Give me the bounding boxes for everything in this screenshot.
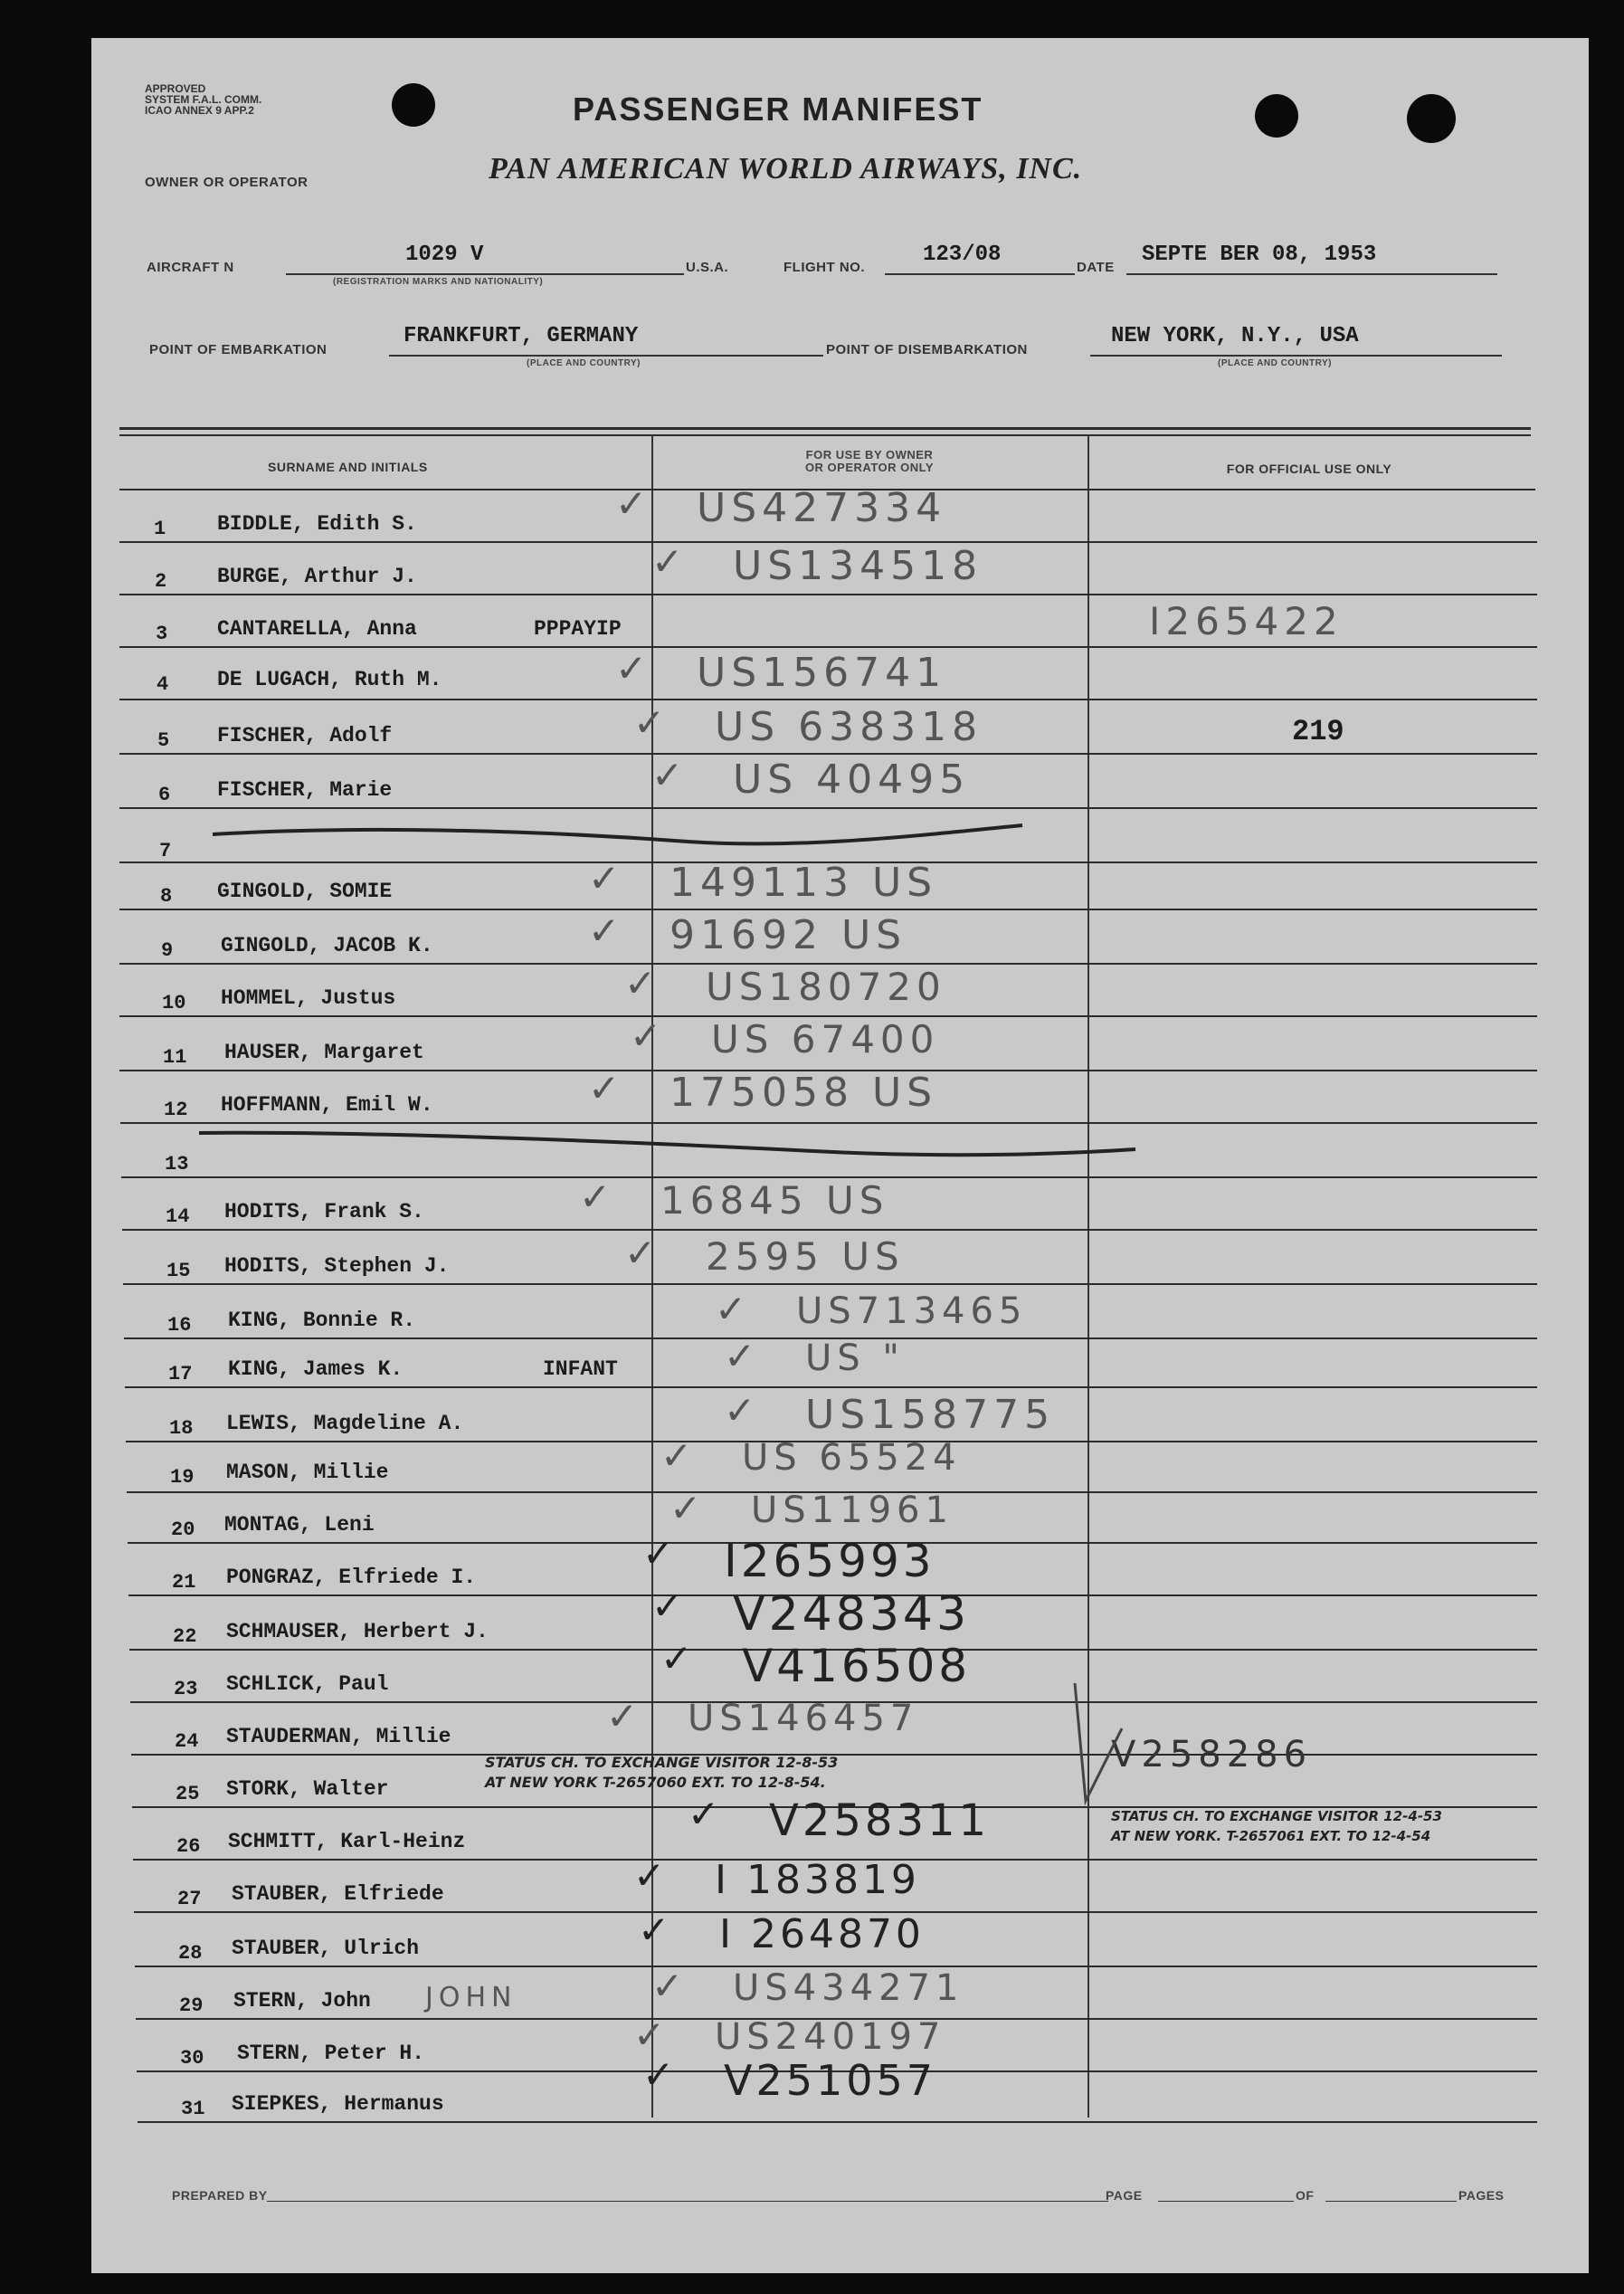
- row-number: 7: [159, 840, 172, 862]
- row-number: 31: [181, 2098, 205, 2120]
- check-mark-icon: ✓: [588, 1066, 626, 1110]
- check-mark-icon: ✓: [633, 2013, 671, 2057]
- row-number: 3: [156, 623, 168, 645]
- column-header-official-use: FOR OFFICIAL USE ONLY: [1226, 462, 1392, 476]
- passenger-name: SCHLICK, Paul: [226, 1672, 389, 1696]
- row-number: 19: [170, 1466, 195, 1489]
- check-mark-icon: ✓: [588, 856, 626, 900]
- passenger-name: HAUSER, Margaret: [224, 1041, 424, 1064]
- page-title: PASSENGER MANIFEST: [573, 90, 983, 128]
- passenger-note: JOHN: [425, 1982, 518, 2013]
- disembarkation-value: NEW YORK, N.Y., USA: [1111, 324, 1359, 348]
- row-number: 11: [163, 1046, 187, 1069]
- passport-number: V416508: [742, 1640, 972, 1692]
- passport-number: US240197: [715, 2016, 946, 2058]
- row-number: 15: [166, 1260, 191, 1282]
- column-header-surname: SURNAME AND INITIALS: [268, 460, 428, 474]
- passport-number: 16845 US: [660, 1178, 889, 1223]
- passport-number: US134518: [733, 543, 983, 589]
- passport-number: I 264870: [719, 1911, 925, 1957]
- official-entry: 219: [1292, 715, 1344, 748]
- row-number: 9: [161, 939, 174, 962]
- passport-number: US 65524: [742, 1437, 962, 1479]
- passport-number: US ": [805, 1337, 905, 1379]
- passport-number: V248343: [733, 1587, 971, 1642]
- row-number: 10: [162, 992, 186, 1014]
- embarkation-caption: (PLACE AND COUNTRY): [527, 358, 641, 368]
- row-number: 20: [171, 1518, 195, 1541]
- row-number: 13: [165, 1153, 189, 1176]
- passenger-name: HOMMEL, Justus: [221, 986, 396, 1010]
- check-mark-icon: ✓: [624, 1231, 662, 1275]
- airline-name: PAN AMERICAN WORLD AIRWAYS, INC.: [489, 152, 1083, 186]
- strike-line-row-7: [213, 825, 1022, 843]
- aircraft-caption: (REGISTRATION MARKS AND NATIONALITY): [333, 277, 544, 287]
- passenger-name: HODITS, Frank S.: [224, 1200, 424, 1223]
- flight-value: 123/08: [923, 243, 1002, 267]
- passport-number: US 40495: [733, 757, 971, 803]
- check-mark-icon: ✓: [624, 961, 662, 1005]
- check-mark-icon: ✓: [715, 1287, 753, 1331]
- passenger-name: STERN, John: [233, 1989, 371, 2013]
- row-number: 16: [167, 1314, 192, 1337]
- passenger-name: MONTAG, Leni: [224, 1513, 375, 1537]
- passenger-name: LEWIS, Magdeline A.: [226, 1412, 464, 1435]
- check-mark-icon: ✓: [615, 646, 653, 690]
- passenger-name: STAUDERMAN, Millie: [226, 1725, 451, 1748]
- disembarkation-caption: (PLACE AND COUNTRY): [1218, 358, 1332, 368]
- passport-number: V258311: [769, 1795, 991, 1846]
- check-mark-icon: ✓: [660, 1636, 698, 1680]
- official-entry: V258286: [1111, 1734, 1313, 1775]
- passenger-name: SIEPKES, Hermanus: [232, 2092, 444, 2116]
- passport-number: US 638318: [715, 704, 983, 750]
- date-value: SEPTE BER 08, 1953: [1142, 243, 1377, 267]
- passport-number: 175058 US: [670, 1070, 938, 1116]
- row-number: 29: [179, 1994, 204, 2017]
- passport-number: US 67400: [711, 1017, 940, 1061]
- check-mark-icon: ✓: [660, 1433, 698, 1478]
- passenger-name: KING, Bonnie R.: [228, 1309, 416, 1332]
- check-mark-icon: ✓: [651, 1584, 689, 1628]
- check-mark-icon: ✓: [579, 1175, 617, 1219]
- row-number: 1: [154, 518, 166, 540]
- check-mark-icon: ✓: [606, 1694, 644, 1738]
- check-mark-icon: ✓: [630, 1014, 668, 1058]
- row-number: 4: [157, 673, 169, 696]
- passenger-name: STAUBER, Ulrich: [232, 1937, 420, 1960]
- passenger-name: GINGOLD, JACOB K.: [221, 934, 433, 957]
- passenger-name: FISCHER, Adolf: [217, 724, 393, 747]
- passport-number: 91692 US: [670, 912, 907, 958]
- passenger-name: GINGOLD, SOMIE: [217, 880, 393, 903]
- passenger-name: PONGRAZ, Elfriede I.: [226, 1566, 477, 1589]
- row-number: 14: [166, 1205, 190, 1228]
- passport-number: US156741: [697, 650, 947, 696]
- check-mark-icon: ✓: [688, 1792, 726, 1836]
- check-mark-icon: ✓: [724, 1388, 762, 1433]
- passenger-note: PPPAYIP: [534, 617, 622, 641]
- passport-number: V251057: [724, 2056, 937, 2105]
- check-mark-icon: ✓: [724, 1334, 762, 1378]
- row-number: 5: [157, 729, 170, 752]
- passport-number: US180720: [706, 965, 946, 1009]
- passport-number: US427334: [697, 485, 947, 531]
- row-number: 21: [172, 1571, 196, 1594]
- check-mark-icon: ✓: [588, 909, 626, 953]
- passenger-name: FISCHER, Marie: [217, 778, 393, 802]
- aircraft-value: 1029 V: [405, 243, 484, 267]
- check-mark-icon: ✓: [651, 1964, 689, 2008]
- date-label: DATE: [1077, 260, 1115, 275]
- passenger-note: INFANT: [543, 1357, 618, 1381]
- owner-label: OWNER OR OPERATOR: [145, 175, 309, 190]
- row-number: 22: [173, 1625, 197, 1648]
- check-mark-icon: ✓: [670, 1486, 708, 1530]
- row-number: 8: [160, 885, 173, 908]
- check-mark-icon: ✓: [651, 753, 689, 797]
- passenger-name: STAUBER, Elfriede: [232, 1882, 444, 1906]
- disembarkation-label: POINT OF DISEMBARKATION: [826, 342, 1028, 357]
- prepared-by-label: PREPARED BY: [172, 2188, 268, 2203]
- check-mark-icon: ✓: [642, 1531, 680, 1575]
- check-mark-icon: ✓: [615, 481, 653, 526]
- check-mark-icon: ✓: [642, 2052, 680, 2097]
- passenger-name: STORK, Walter: [226, 1777, 389, 1801]
- page-label: PAGE: [1106, 2188, 1143, 2203]
- pages-label: PAGES: [1458, 2188, 1505, 2203]
- row-number: 12: [164, 1099, 188, 1121]
- passport-number: US146457: [688, 1698, 919, 1739]
- status-note-schmitt: STATUS CH. TO EXCHANGE VISITOR 12-4-53 AT NEW YORK. T-2657061 EXT. TO 12-4-54: [1111, 1808, 1442, 1844]
- check-mark-icon: ✓: [651, 539, 689, 584]
- passenger-name: STERN, Peter H.: [237, 2042, 425, 2065]
- row-number: 30: [180, 2047, 204, 2070]
- check-mark-icon: ✓: [633, 1853, 671, 1898]
- flight-label: FLIGHT NO.: [784, 260, 865, 275]
- passport-number: 2595 US: [706, 1234, 905, 1279]
- passenger-name: BURGE, Arthur J.: [217, 565, 417, 588]
- row-number: 17: [168, 1363, 193, 1385]
- passport-number: US11961: [751, 1490, 954, 1531]
- row-number: 2: [155, 570, 167, 593]
- passenger-name: DE LUGACH, Ruth M.: [217, 668, 442, 691]
- check-mark-icon: ✓: [638, 1908, 676, 1952]
- passenger-name: SCHMAUSER, Herbert J.: [226, 1620, 489, 1643]
- passenger-name: MASON, Millie: [226, 1461, 389, 1484]
- passport-number: I 183819: [715, 1857, 920, 1903]
- passenger-name: HODITS, Stephen J.: [224, 1254, 450, 1278]
- row-number: 23: [174, 1678, 198, 1700]
- official-entry: I265422: [1149, 599, 1344, 643]
- embarkation-value: FRANKFURT, GERMANY: [404, 324, 639, 348]
- passenger-name: BIDDLE, Edith S.: [217, 512, 417, 536]
- row-number: 27: [177, 1888, 202, 1910]
- approval-stamp: APPROVED SYSTEM F.A.L. COMM. ICAO ANNEX 9 APP.2: [145, 82, 262, 117]
- of-label: OF: [1296, 2188, 1315, 2203]
- passenger-name: CANTARELLA, Anna: [217, 617, 417, 641]
- passport-number: I265993: [724, 1535, 935, 1587]
- row-number: 25: [176, 1783, 200, 1805]
- usa-label: U.S.A.: [686, 260, 729, 275]
- row-number: 18: [169, 1417, 194, 1440]
- column-header-owner-use: FOR USE BY OWNER OR OPERATOR ONLY: [804, 448, 935, 474]
- row-number: 28: [178, 1942, 203, 1965]
- passport-number: 149113 US: [670, 860, 938, 906]
- status-note-stork: STATUS CH. TO EXCHANGE VISITOR 12-8-53 AT NEW YORK T-2657060 EXT. TO 12-8-54.: [485, 1754, 839, 1791]
- row-number: 26: [176, 1835, 201, 1858]
- row-number: 6: [158, 784, 171, 806]
- passport-number: US434271: [733, 1967, 964, 2009]
- passport-number: US713465: [796, 1290, 1028, 1332]
- strike-line-row-13: [199, 1133, 1135, 1155]
- aircraft-label: AIRCRAFT N: [147, 260, 234, 275]
- passenger-name: KING, James K.: [228, 1357, 404, 1381]
- check-mark-icon: ✓: [633, 700, 671, 745]
- row-number: 24: [175, 1730, 199, 1753]
- passport-number: US158775: [805, 1392, 1056, 1438]
- embarkation-label: POINT OF EMBARKATION: [149, 342, 328, 357]
- passenger-name: HOFFMANN, Emil W.: [221, 1093, 433, 1117]
- passenger-name: SCHMITT, Karl-Heinz: [228, 1830, 466, 1853]
